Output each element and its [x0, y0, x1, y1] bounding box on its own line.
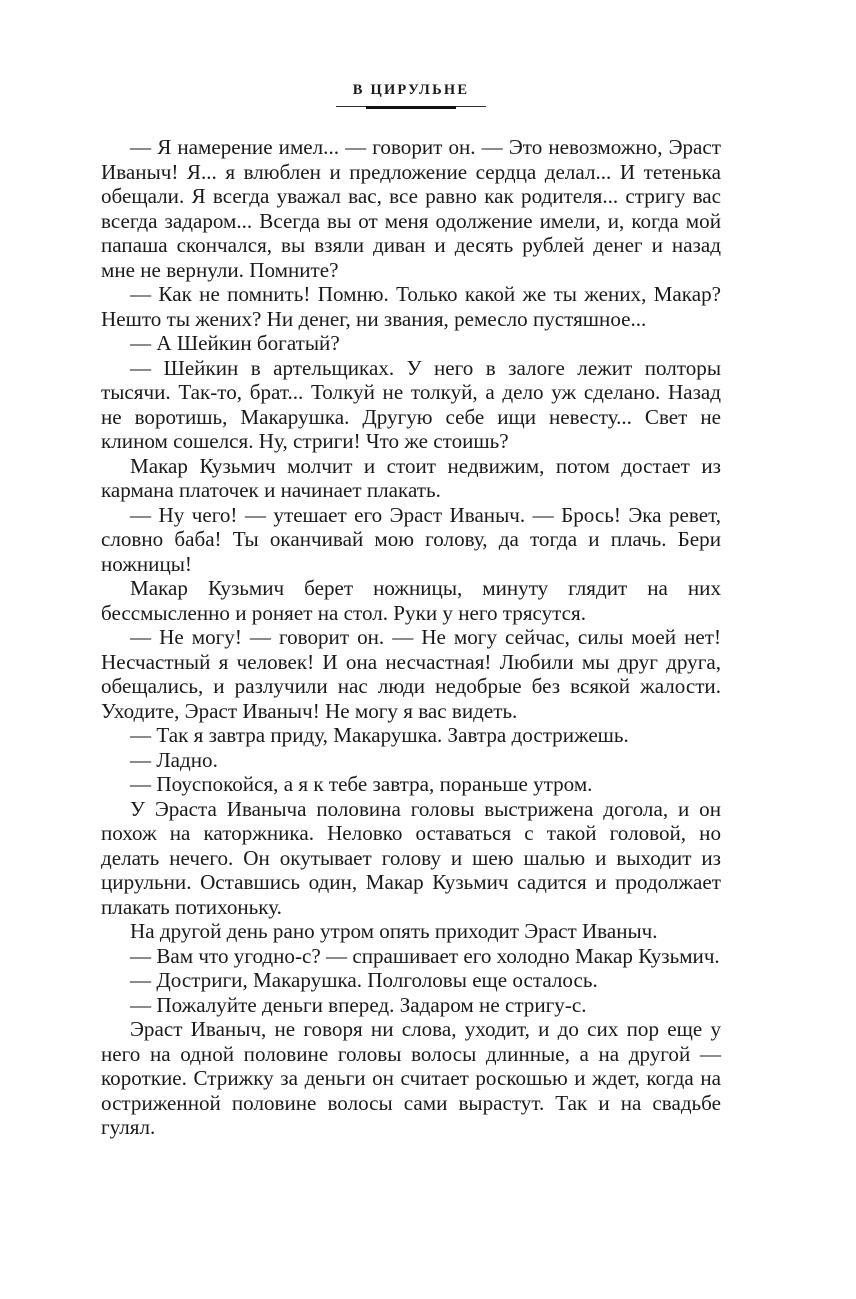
paragraph: — Ну чего! — утешает его Эраст Иваныч. — Брось! Эка ревет, словно баба! Ты оканчивай мою голову, да тогда и плачь. Бери ножницы!: [101, 502, 721, 576]
paragraph: У Эраста Иваныча половина головы выстрижена догола, и он похож на каторжника. Неловко оставаться с такой головой, но делать нечего. Он окутывает голову и шею шалью и выходит из цирульни. Оставшись один, Макар Кузьмич садится и продолжает плакать потихоньку.: [101, 796, 721, 919]
paragraph: — Вам что угодно-с? — спрашивает его холодно Макар Кузьмич.: [130, 943, 720, 968]
paragraph: — Шейкин в артельщиках. У него в залоге лежит полторы тысячи. Так-то, брат... Толкуй не толкуй, а дело уж сделано. Назад не воротишь, Макарушка. Другую себе ищи невесту... Свет не клином сошелся. Ну, стриги! Что же стоишь?: [101, 355, 721, 453]
paragraph: На другой день рано утром опять приходит Эраст Иваныч.: [130, 919, 658, 943]
running-head-rule: [336, 106, 486, 108]
paragraph: — Ладно.: [130, 747, 218, 772]
paragraph: — А Шейкин богатый?: [130, 331, 340, 355]
paragraph: Макар Кузьмич берет ножницы, минуту глядит на них бессмысленно и роняет на стол. Руки у него трясутся.: [101, 576, 721, 625]
book-page: [101, 80, 721, 1140]
body-text: [101, 135, 721, 1140]
paragraph: — Я намерение имел... — говорит он. — Это невозможно, Эраст Иваныч! Я... я влюблен и предложение сердца делал... И тетенька обещали. Я всегда уважал вас, все равно как родителя... стригу вас всегда задаром... Всегда вы от меня одолжение имели, и, когда мой папаша скончался, вы взяли диван и десять рублей денег и назад мне не вернули. Помните?: [101, 135, 721, 282]
paragraph: — Поуспокойся, а я к тебе завтра, пораньше утром.: [130, 772, 593, 796]
paragraph: — Достриги, Макарушка. Полголовы еще осталось.: [130, 968, 598, 992]
paragraph: — Так я завтра приду, Макарушка. Завтра дострижешь.: [130, 723, 629, 747]
paragraph: — Пожалуйте деньги вперед. Задаром не стригу-с.: [130, 992, 587, 1017]
paragraph: Эраст Иваныч, не говоря ни слова, уходит, и до сих пор еще у него на одной половине головы волосы длинные, а на другой — короткие. Стрижку за деньги он считает роскошью и ждет, когда на остриженной половине волосы сами вырастут. Так и на свадьбе гулял.: [101, 1017, 721, 1139]
paragraph: — Не могу! — говорит он. — Не могу сейчас, силы моей нет! Несчастный я человек! И она несчастная! Любили мы друг друга, обещались, и разлучили нас люди недобрые без всякой жалости. Уходите, Эраст Иваныч! Не могу я вас видеть.: [101, 625, 721, 723]
paragraph: Макар Кузьмич молчит и стоит недвижим, потом достает из кармана платочек и начинает плакать.: [101, 453, 721, 502]
paragraph: — Как не помнить! Помню. Только какой же ты жених, Макар? Нешто ты жених? Ни денег, ни звания, ремесло пустяшное...: [101, 282, 721, 331]
running-head: В ЦИРУЛЬНЕ: [352, 82, 470, 98]
